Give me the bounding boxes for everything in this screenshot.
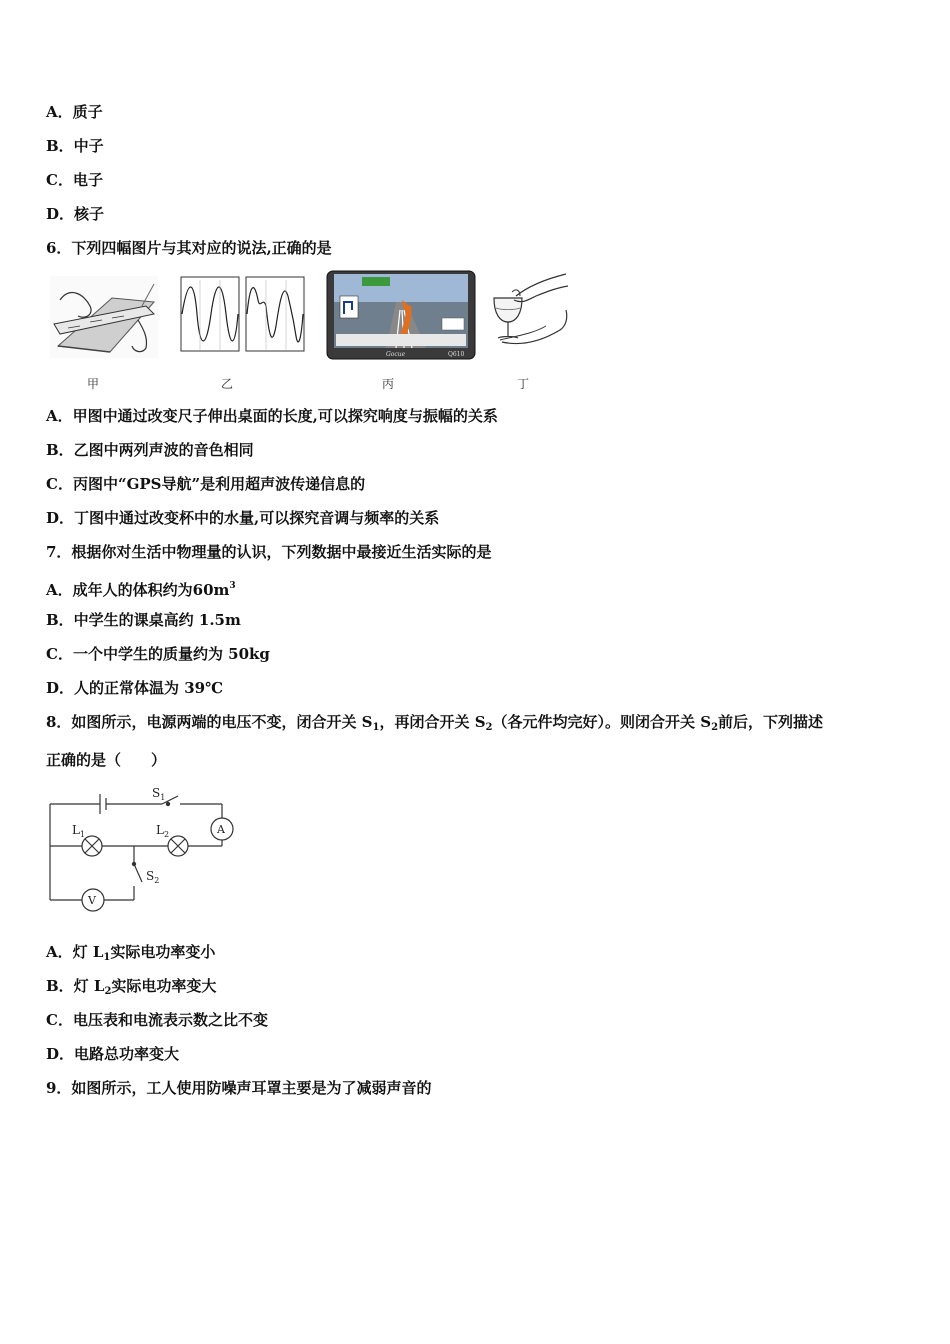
figure-ding-glass — [486, 270, 572, 358]
voltmeter-label: V — [88, 894, 96, 907]
q5-option-a: A．质子 — [46, 103, 103, 121]
figure-yi-waves — [180, 276, 306, 354]
q7-stem: 7．根据你对生活中物理量的认识，下列数据中最接近生活实际的是 — [46, 543, 492, 561]
q8-stem-line2: 正确的是（ ） — [46, 751, 167, 769]
q8-stem-part4: 前后，下列描述 — [718, 713, 824, 731]
q7-option-a-text: A．成年人的体积约为60m — [46, 581, 230, 599]
q8-option-a — [46, 942, 215, 968]
q8-option-b — [46, 976, 216, 1002]
q8-stem-part2: ，再闭合开关 S — [379, 713, 486, 731]
caption-yi: 乙 — [221, 377, 234, 391]
q8-stem-part3: （各元件均完好）。则闭合开关 S — [492, 713, 712, 731]
svg-text:S2 — [146, 869, 159, 885]
caption-bing: 丙 — [382, 377, 395, 391]
gps-brand-label: Gocue — [386, 351, 406, 358]
label-l2: L — [156, 823, 164, 837]
caption-jia: 甲 — [87, 377, 100, 391]
q8-stem-sub2: 2 — [485, 722, 493, 733]
q6-stem: 6．下列四幅图片与其对应的说法,正确的是 — [46, 239, 332, 257]
figure-bing-gps — [326, 270, 476, 360]
label-s2: S — [146, 869, 155, 883]
label-s1-sub: 1 — [160, 793, 166, 802]
q8-option-a-sub: 1 — [103, 952, 111, 963]
figure-jia-ruler — [50, 276, 158, 358]
q9-stem: 9．如图所示，工人使用防噪声耳罩主要是为了减弱声音的 — [46, 1079, 432, 1097]
q6-option-b: B．乙图中两列声波的音色相同 — [46, 441, 254, 459]
q7-option-a — [46, 576, 236, 600]
q8-option-b-part2: 实际电功率变大 — [111, 977, 217, 995]
q8-stem-line1 — [46, 712, 823, 738]
q8-option-c: C．电压表和电流表示数之比不变 — [46, 1011, 268, 1029]
q6-option-c: C．丙图中“GPS导航”是利用超声波传递信息的 — [46, 475, 366, 493]
q7-option-a-sup: 3 — [229, 581, 236, 591]
q8-option-b-part1: B．灯 L — [46, 977, 105, 995]
label-l2-sub: 2 — [163, 830, 170, 839]
label-l1: L — [72, 823, 80, 837]
q8-option-a-part2: 实际电功率变小 — [110, 943, 216, 961]
q8-stem-sub3: 2 — [711, 722, 719, 733]
svg-text:S1 — [152, 786, 165, 802]
q6-option-d: D．丁图中通过改变杯中的水量,可以探究音调与频率的关系 — [46, 509, 440, 527]
label-s1: S — [152, 786, 161, 800]
svg-text:L2 — [156, 823, 169, 839]
q7-option-b: B．中学生的课桌高约 1.5m — [46, 611, 241, 629]
q7-option-c: C．一个中学生的质量约为 50kg — [46, 645, 270, 663]
q8-option-b-sub: 2 — [104, 986, 112, 997]
q5-option-b: B．中子 — [46, 137, 104, 155]
q8-option-a-part1: A．灯 L — [46, 943, 104, 961]
gps-model-label: Q610 — [448, 351, 465, 358]
ammeter-label: A — [217, 823, 225, 836]
q8-stem-part1: 8．如图所示，电源两端的电压不变，闭合开关 S — [46, 713, 373, 731]
label-s2-sub: 2 — [154, 876, 160, 885]
q6-option-a: A．甲图中通过改变尺子伸出桌面的长度,可以探究响度与振幅的关系 — [46, 407, 498, 425]
figure-circuit — [44, 782, 244, 918]
q8-stem-sub1: 1 — [372, 722, 380, 733]
q8-option-d: D．电路总功率变大 — [46, 1045, 180, 1063]
q7-option-d: D．人的正常体温为 39℃ — [46, 679, 224, 697]
caption-ding: 丁 — [517, 377, 530, 391]
svg-text:L1 — [72, 823, 85, 839]
q5-option-c: C．电子 — [46, 171, 103, 189]
label-l1-sub: 1 — [79, 830, 86, 839]
q5-option-d: D．核子 — [46, 205, 105, 223]
